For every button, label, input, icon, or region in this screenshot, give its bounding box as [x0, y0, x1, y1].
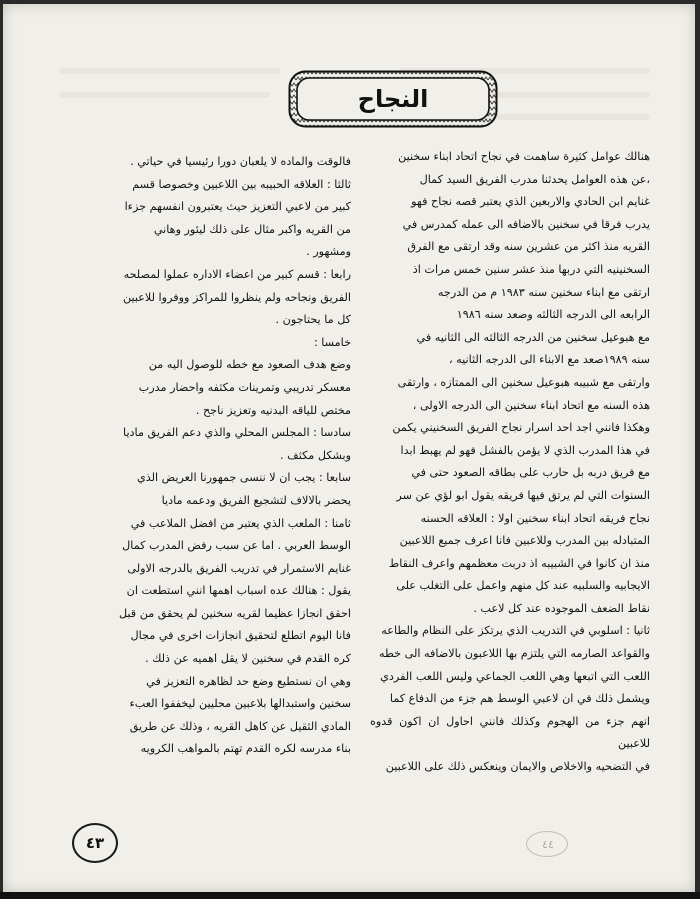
page-number-bleed-text: ٤٤ — [542, 838, 554, 851]
article-title: النجاح — [357, 85, 429, 113]
text-line: وضع هدف الصعود مع خطه للوصول اليه من — [148, 358, 351, 372]
text-line: بناء مدرسه لكره القدم تهتم بالمواهب الكرويه — [140, 742, 351, 756]
text-line: وبشكل مكثف . — [280, 448, 351, 462]
text-line: كل ما يحتاجون . — [275, 313, 351, 327]
text-line: في هذا المدرب الذي لا يؤمن بالفشل فهو لم يهبط ابدا — [400, 443, 650, 457]
text-line: وارتقى مع شبيبه هبوعيل سخنين الى الممتازه ، وارتقى — [397, 375, 650, 389]
text-line: سنه ١٩٨٩صعد مع الابناء الى الدرجه الثانيه ، — [448, 353, 650, 367]
text-line: سادسا : المجلس المحلي والذي دعم الفريق ماديا — [123, 426, 351, 440]
text-line: السخنينيه التي دربها منذ عشر سنين خمس مرات اذ — [412, 262, 650, 276]
text-line: كره القدم في سخنين لا يقل اهميه عن ذلك . — [145, 652, 351, 666]
text-line: هذه السنه مع اتحاد ابناء سخنين الى الدرجه الاولى ، — [412, 398, 650, 412]
bleed-through-line — [60, 92, 270, 98]
text-line: وهكذا فانني اجد احد اسرار نجاح الفريق السخنيني يكمن — [392, 421, 650, 435]
page-number — [72, 823, 118, 863]
title-plaque — [288, 70, 498, 128]
text-line: انهم جزء من الهجوم وكذلك فانني احاول ان اكون قدوه للاعبين — [370, 714, 650, 751]
text-line: نقاط الضعف الموجوده عند كل لاعب . — [473, 601, 650, 615]
text-line: الايجابيه والسلبيه عند كل منهم واعمل على التغلب على — [396, 579, 650, 593]
text-line: ثانيا : اسلوبي في التدريب الذي يرتكز على النظام والطاعه — [381, 624, 650, 638]
text-line: السنوات التي لم يرتق فيها فريقه يقول ابو لؤي عن سر — [396, 488, 650, 502]
text-line: في التضحيه والاخلاص والايمان وينعكس ذلك على اللاعبين — [385, 760, 650, 774]
text-line: الرابعه الى الدرجه الثالثه وصعد سنه ١٩٨٦ — [456, 308, 650, 322]
text-line: ومشهور . — [306, 245, 351, 259]
text-line: ثالثا : العلاقه الحبيبه بين اللاعبين وخصوصا قسم — [132, 177, 351, 191]
text-line: نجاح فريقه اتحاد ابناء سخنين اولا : العلاقه الحسنه — [420, 511, 650, 525]
text-line: هنالك عوامل كثيرة ساهمت في نجاح اتحاد ابناء سخنين — [398, 150, 650, 163]
page-number-text: ٤٣ — [85, 834, 105, 852]
text-line: الوسط العربي . اما عن سبب رفض المدرب كمال — [122, 539, 351, 553]
text-line: فانا اليوم اتطلع لتحقيق انجازات اخرى في مجال — [130, 629, 351, 643]
text-line: الفريق ونجاحه ولم ينظروا للمراكز ووفروا للاعبين — [122, 290, 351, 304]
text-line: ارتقى مع ابناء سخنين سنه ١٩٨٣ م من الدرجه — [437, 285, 650, 299]
text-line: منذ ان كانوا في الشبيبه اذ دربت معظمهم واعرف النقاط — [388, 556, 650, 570]
text-line: سخنين واستبدالها بلاعبين محليين ليخففوا العبء — [129, 697, 351, 711]
text-line: خامسا : — [313, 335, 351, 349]
text-line: مع هبوعيل سخنين من الدرجه الثالثه الى الثانيه في — [416, 330, 650, 344]
text-line: والقواعد الصارمه التي يلتزم بها اللاعبون بالاضافه الى خطه — [378, 647, 650, 661]
text-line: يدرب فرقا في سخنين بالاضافه الى عمله كمدرس في — [402, 217, 650, 231]
text-line: يقول : هنالك عده اسباب اهمها انني استطعت ان — [126, 584, 351, 598]
text-line: غنايم ابن الحادي والاربعين الذي يعتبر قصه نجاح فهو — [411, 195, 650, 209]
text-line: القريه منذ اكثر من عشرين سنه وقد ارتقى مع الفرق — [407, 240, 650, 254]
text-line: مع فريق دربه بل حارب على بطاقه الصعود حتى في — [411, 466, 650, 480]
text-line: معسكر تدريبي وتمرينات مكثفه واحضار مدرب — [138, 380, 351, 394]
text-line: ويشمل ذلك في ان لاعبي الوسط هم جزء من الدفاع كما — [389, 692, 650, 706]
page-number-bleed — [526, 831, 570, 859]
right-column — [370, 146, 650, 779]
text-line: يحضر بالالاف لتشجيع الفريق ودعمه ماديا — [161, 493, 351, 507]
text-line: رابعا : قسم كبير من اعضاء الاداره عملوا لمصلحه — [123, 267, 351, 281]
text-line: وهي ان نستطيع وضع حد لظاهره التعزيز في — [146, 674, 351, 688]
scan-edge — [0, 892, 700, 899]
text-line: غنايم الاستمرار في تدريب الفريق بالدرجه الاولى — [127, 561, 351, 575]
text-line: كبير من لاعبي التعزيز حيث يعتبرون انفسهم جزءا — [124, 200, 351, 214]
text-line: من القريه واكبر مثال على ذلك ليئور وهاني — [153, 222, 351, 236]
text-line: اللعب التي اتبعها وهي اللعب الجماعي وليس اللعب الفردي — [380, 669, 650, 683]
left-column — [68, 151, 351, 761]
text-line: المادي الثقيل عن كاهل القريه ، وذلك عن طريق — [129, 719, 351, 733]
text-line: ثامنا : الملعب الذي يعتبر من افضل الملاعب في — [130, 516, 351, 530]
text-line: ،عن هذه العوامل يحدثنا مدرب الفريق السيد كمال — [419, 172, 650, 186]
bleed-through-line — [60, 68, 280, 74]
text-line: مختص للياقه البدنيه وتعزيز ناجح . — [195, 403, 351, 417]
text-line: فالوقت والماده لا يلعبان دورا رئيسيا في حياتي . — [130, 155, 351, 168]
text-line: سابعا : يجب ان لا ننسى جمهورنا العريض الذي — [136, 471, 351, 485]
text-line: احقق انجازا عظيما لقريه سخنين لم يحقق من قبل — [118, 606, 351, 620]
text-line: المتبادله بين المدرب وللاعبين فانا اعرف جميع اللاعبين — [399, 534, 650, 548]
